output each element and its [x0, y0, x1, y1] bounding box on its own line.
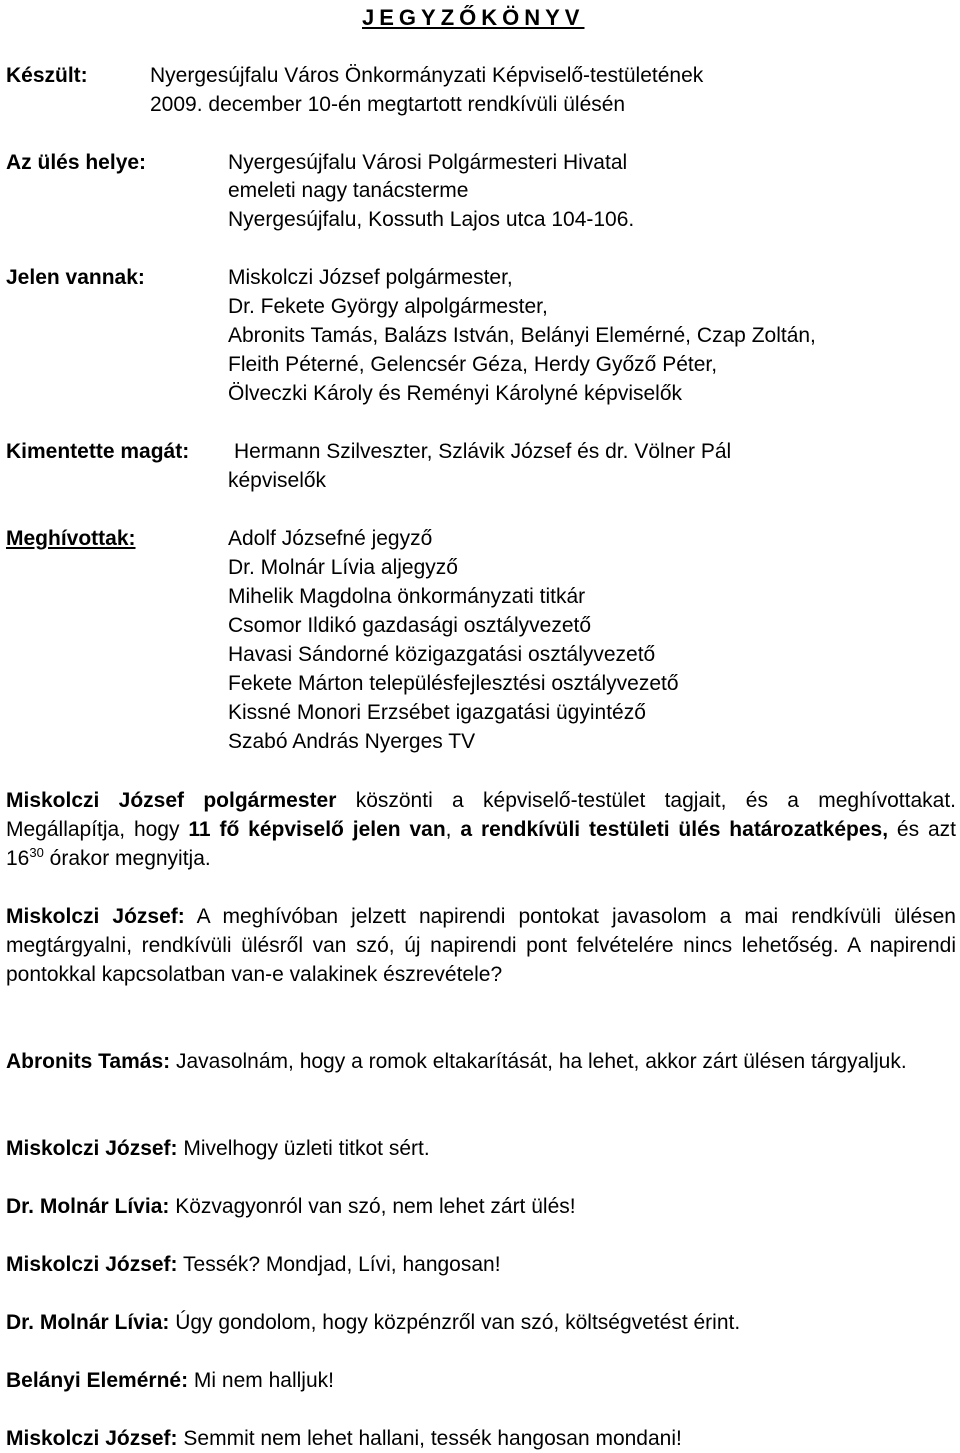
- paragraph-emphasis: 11 fő képviselő jelen van: [188, 818, 446, 841]
- dialogue-text: Semmit nem lehet hallani, tessék hangosan mondani!: [177, 1427, 682, 1450]
- meghivott-line: Szabó András Nyerges TV: [228, 730, 476, 753]
- keszult-line: 2009. december 10-én megtartott rendkívüli ülésén: [150, 93, 626, 116]
- helye-line: Nyergesújfalu Városi Polgármesteri Hivatal: [228, 151, 628, 174]
- document-title: JEGYZŐKÖNYV: [362, 5, 585, 30]
- dialogue-paragraph: [6, 1047, 956, 1076]
- paragraph-text: órakor megnyitja.: [43, 847, 211, 870]
- meghivott-line: Adolf Józsefné jegyző: [228, 527, 433, 550]
- meghivott-line: Mihelik Magdolna önkormányzati titkár: [228, 585, 586, 608]
- jelen-line: Abronits Tamás, Balázs István, Belányi Elemérné, Czap Zoltán,: [228, 324, 816, 347]
- speaker-name: Miskolczi József:: [6, 1427, 178, 1450]
- dialogue-text: Mivelhogy üzleti titkot sért.: [177, 1137, 430, 1160]
- dialogue-paragraph: [6, 1308, 956, 1337]
- dialogue-text: Úgy gondolom, hogy közpénzről van szó, költségvetést érint.: [169, 1311, 741, 1334]
- speaker-name: Dr. Molnár Lívia:: [6, 1311, 170, 1334]
- speaker-name: Miskolczi József:: [6, 905, 185, 928]
- dialogue-paragraph: [6, 1192, 956, 1221]
- dialogue-paragraph: [6, 1134, 956, 1163]
- helye-line: emeleti nagy tanácsterme: [228, 179, 469, 202]
- dialogue-text: A meghívóban jelzett napirendi pontokat javasolom a mai rendkívüli ülésen megtárgyalni, rendkívüli ülésről van szó, új napirendi pont felvételére nincs lehetőség. A napirendi pontokkal kapcsolatban van-e valakinek észrevétele?: [6, 905, 956, 986]
- dialogue-text: Közvagyonról van szó, nem lehet zárt ülés!: [169, 1195, 576, 1218]
- speaker-name: Dr. Molnár Lívia:: [6, 1195, 170, 1218]
- meghivott-line: Dr. Molnár Lívia aljegyző: [228, 556, 458, 579]
- speaker-name: Miskolczi József polgármester: [6, 789, 337, 812]
- time-superscript: 30: [29, 845, 44, 860]
- speaker-name: Miskolczi József:: [6, 1137, 178, 1160]
- kimentette-label: Kimentette magát:: [6, 440, 190, 463]
- speaker-name: Abronits Tamás:: [6, 1050, 171, 1073]
- meghivott-line: Kissné Monori Erzsébet igazgatási ügyintéző: [228, 701, 646, 724]
- meghivott-line: Havasi Sándorné közigazgatási osztályvezető: [228, 643, 656, 666]
- dialogue-paragraph: [6, 1250, 956, 1279]
- helye-line: Nyergesújfalu, Kossuth Lajos utca 104-106.: [228, 208, 635, 231]
- jelen-line: Fleith Péterné, Gelencsér Géza, Herdy Győző Péter,: [228, 353, 718, 376]
- kimentette-line: Hermann Szilveszter, Szlávik József és dr. Völner Pál: [234, 440, 732, 463]
- helye-label: Az ülés helye:: [6, 151, 147, 174]
- keszult-label: Készült:: [6, 64, 88, 87]
- dialogue-paragraph: [6, 1424, 956, 1453]
- jelen-line: Miskolczi József polgármester,: [228, 266, 513, 289]
- dialogue-text: Mi nem halljuk!: [188, 1369, 334, 1392]
- paragraph-emphasis: a rendkívüli testületi ülés határozatképes,: [460, 818, 889, 841]
- paragraph-text: ,: [445, 818, 461, 841]
- jelen-label: Jelen vannak:: [6, 266, 145, 289]
- paragraph-text: köszönti a képviselő-testület tagjait, és a meghívottakat. Megállapítja, hogy: [6, 789, 956, 841]
- dialogue-paragraph: [6, 902, 956, 989]
- jelen-line: Ölveczki Károly és Reményi Károlyné képviselők: [228, 382, 683, 405]
- dialogue-text: Tessék? Mondjad, Lívi, hangosan!: [177, 1253, 501, 1276]
- meghivott-line: Csomor Ildikó gazdasági osztályvezető: [228, 614, 592, 637]
- speaker-name: Belányi Elemérné:: [6, 1369, 189, 1392]
- meghivott-line: Fekete Márton településfejlesztési osztályvezető: [228, 672, 679, 695]
- dialogue-paragraph: [6, 1366, 956, 1395]
- keszult-line: Nyergesújfalu Város Önkormányzati Képviselő-testületének: [150, 64, 704, 87]
- kimentette-line: képviselők: [228, 469, 327, 492]
- meghivottak-label: Meghívottak:: [6, 527, 136, 550]
- paragraph-text: és azt 16: [6, 818, 956, 870]
- speaker-name: Miskolczi József:: [6, 1253, 178, 1276]
- dialogue-text: Javasolnám, hogy a romok eltakarítását, ha lehet, akkor zárt ülésen tárgyaljuk.: [170, 1050, 907, 1073]
- jelen-line: Dr. Fekete György alpolgármester,: [228, 295, 548, 318]
- opening-paragraph: [6, 786, 956, 873]
